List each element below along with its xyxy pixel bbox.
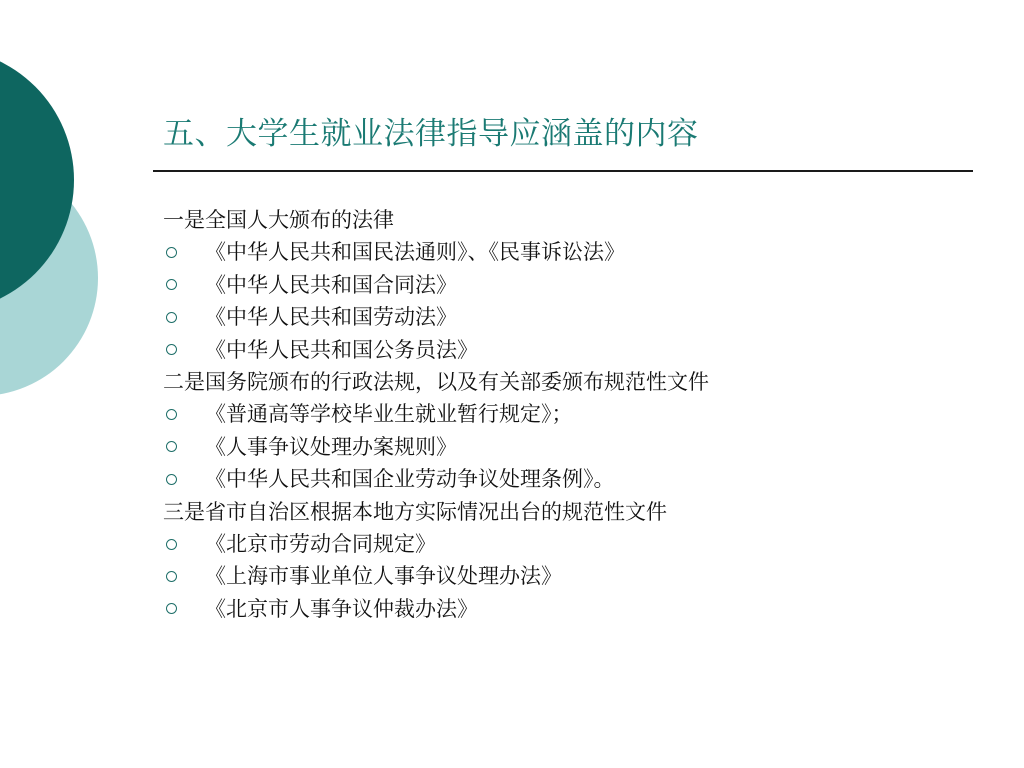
hollow-circle-icon <box>166 312 177 323</box>
list-item <box>163 528 963 560</box>
hollow-circle-icon <box>166 279 177 290</box>
list-item-text: 《北京市人事争议仲裁办法》 <box>205 596 478 621</box>
slide-body <box>163 204 963 625</box>
list-item-text: 《上海市事业单位人事争议处理办法》 <box>205 564 562 589</box>
list-item-text: 《中华人民共和国企业劳动争议处理条例》。 <box>205 467 615 492</box>
section-heading <box>163 366 963 398</box>
list-item <box>163 398 963 430</box>
hollow-circle-icon <box>166 474 177 485</box>
list-item <box>163 560 963 592</box>
list-item-text: 《中华人民共和国公务员法》 <box>205 337 478 362</box>
list-item <box>163 236 963 268</box>
list-item <box>163 301 963 333</box>
hollow-circle-icon <box>166 571 177 582</box>
list-item <box>163 463 963 495</box>
slide-title: 五、大学生就业法律指导应涵盖的内容 <box>163 116 699 152</box>
section-heading <box>163 496 963 528</box>
hollow-circle-icon <box>166 409 177 420</box>
hollow-circle-icon <box>166 344 177 355</box>
list-item <box>163 431 963 463</box>
list-item <box>163 334 963 366</box>
list-item-text: 《普通高等学校毕业生就业暂行规定》； <box>205 402 573 427</box>
section-heading-text: 三是省市自治区根据本地方实际情况出台的规范性文件 <box>163 499 667 524</box>
list-item <box>163 269 963 301</box>
hollow-circle-icon <box>166 539 177 550</box>
list-item-text: 《中华人民共和国合同法》 <box>205 272 457 297</box>
hollow-circle-icon <box>166 247 177 258</box>
list-item-text: 《中华人民共和国民法通则》、《民事诉讼法》 <box>205 240 625 265</box>
section-heading-text: 一是全国人大颁布的法律 <box>163 208 394 232</box>
list-item-text: 《中华人民共和国劳动法》 <box>205 305 457 330</box>
list-item <box>163 593 963 625</box>
section-heading <box>163 204 963 236</box>
hollow-circle-icon <box>166 441 177 452</box>
section-heading-text: 二是国务院颁布的行政法规，以及有关部委颁布规范性文件 <box>163 369 709 394</box>
list-item-text: 《人事争议处理办案规则》 <box>205 434 457 459</box>
title-divider <box>153 170 973 172</box>
decorative-circles <box>0 0 140 420</box>
hollow-circle-icon <box>166 603 177 614</box>
list-item-text: 《北京市劳动合同规定》 <box>205 531 436 556</box>
